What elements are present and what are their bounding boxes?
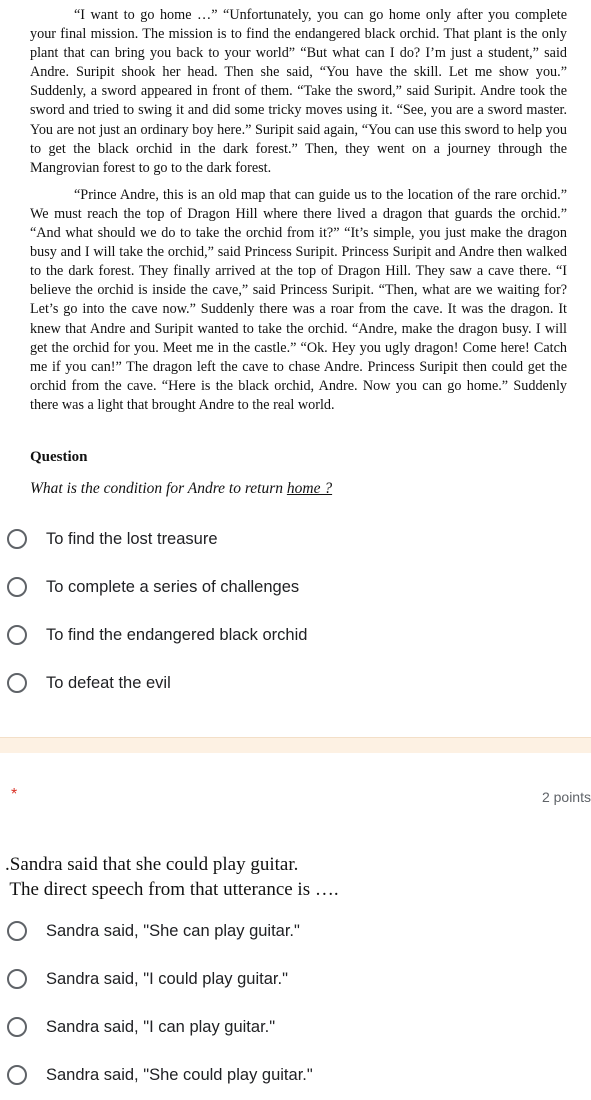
option-label: To find the endangered black orchid: [46, 625, 308, 644]
question-2-line-1: .Sandra said that she could play guitar.: [5, 854, 299, 875]
radio-icon[interactable]: [7, 1017, 27, 1037]
radio-icon[interactable]: [7, 1065, 27, 1085]
option-label: To complete a series of challenges: [46, 577, 300, 596]
option-label: Sandra said, "I could play guitar.": [46, 969, 288, 988]
radio-icon[interactable]: [7, 529, 27, 549]
radio-icon[interactable]: [7, 625, 27, 645]
option-label: To defeat the evil: [46, 673, 171, 692]
q2-option-4[interactable]: [7, 1061, 313, 1089]
option-label: Sandra said, "I can play guitar.": [46, 1017, 276, 1036]
q1-option-1[interactable]: [7, 525, 218, 553]
passage-paragraph-2: “Prince Andre, this is an old map that can guide us to the location of the rare orchid.” We must reach the top of Dragon Hill where there lived a dragon that guards the orchid.” “And what should we do to take the orchid from it?” “It’s simple, you just make the dragon busy and I will take the orchid,” said Princess Suripit. Princess Suripit and Andre then walked to the dark forest. They finally arrived at the top of Dragon Hill. They saw a cave there. “I believe the orchid is inside the cave,” said Princess Suripit. “Then, what are we waiting for? Let’s go into the cave now.” Suddenly there was a roar from the cave. It was the dragon. It knew that Andre and Suripit wanted to take the orchid. “Andre, make the dragon busy. I will get the orchid for you. Meet me in the castle.” “Ok. Hey you ugly dragon! Come here! Catch me if you can!” The dragon left the cave to chase Andre. Princess Suripit then could get the orchid from the cave. “Here is the black orchid, Andre. Now you can go home.” Suddenly there was a light that brought Andre to the real world.: [30, 186, 567, 413]
option-label: Sandra said, "She can play guitar.": [46, 921, 300, 940]
radio-icon[interactable]: [7, 577, 27, 597]
question-text-underlined: home ?: [286, 480, 333, 497]
q2-option-1[interactable]: [7, 917, 300, 945]
reading-passage: [30, 6, 567, 423]
q1-option-4[interactable]: [7, 669, 171, 697]
option-label: Sandra said, "She could play guitar.": [46, 1065, 313, 1084]
q1-option-2[interactable]: [7, 573, 299, 601]
section-divider: [0, 737, 591, 753]
q2-option-2[interactable]: [7, 965, 288, 993]
passage-paragraph-1: “I want to go home …” “Unfortunately, you can go home only after you complete your final mission. The mission is to find the endangered black orchid. That plant is the only plant that can bring you back to your world” “But what can I do? I’m just a student,” said Andre. Suripit shook her head. Then she said, “You have the skill. Let me show you.” Suddenly, a sword appeared in front of them. “Take the sword,” said Suripit. Andre took the sword and tried to swing it and did some tricky moves using it. “See, you are a sword master. You are not just an ordinary boy here.” Suripit said again, “You can use this sword to help you to get the black orchid in the dark forest.” Then, they went on a journey through the Mangrovian forest to go to the dark forest.: [30, 7, 567, 176]
question-text-main: What is the condition for Andre to return: [30, 480, 287, 497]
question-heading: Question: [30, 449, 88, 465]
points-label: 2 points: [541, 789, 591, 805]
question-2-text: [5, 852, 339, 902]
question-2-line-2: The direct speech from that utterance is ….: [5, 879, 339, 900]
radio-icon[interactable]: [7, 921, 27, 941]
q1-option-3[interactable]: [7, 621, 307, 649]
question-text: [30, 480, 332, 498]
radio-icon[interactable]: [7, 673, 27, 693]
option-label: To find the lost treasure: [46, 529, 218, 548]
required-asterisk: *: [11, 786, 18, 803]
radio-icon[interactable]: [7, 969, 27, 989]
q2-option-3[interactable]: [7, 1013, 275, 1041]
